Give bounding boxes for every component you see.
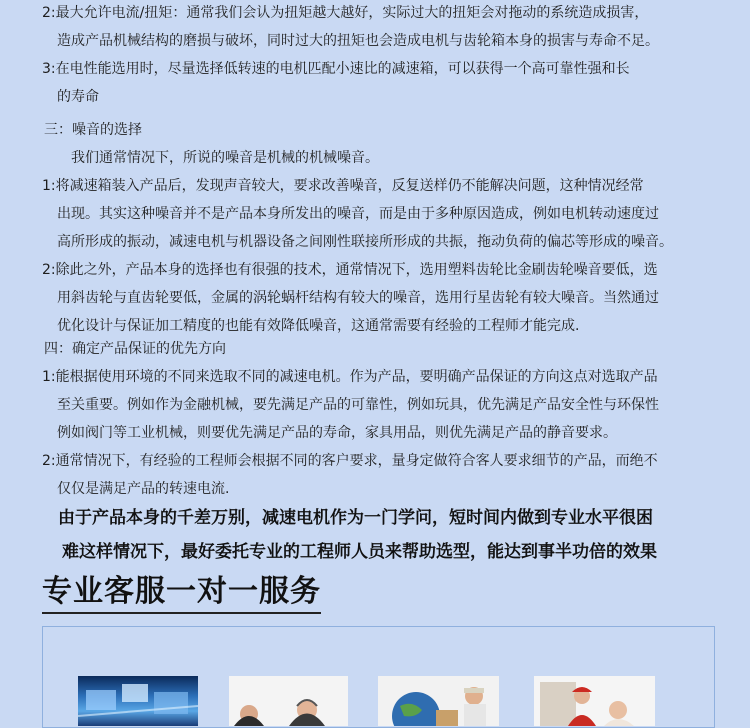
body-line-1: 2:最大允许电流/扭矩：通常我们会认为扭矩越大越好，实际过大的扭矩会对拖动的系统造成损害， xyxy=(42,5,649,21)
body-line-7: 1:将减速箱装入产品后，发现声音较大，要求改善噪音，反复送样仍不能解决问题，这种情况经常 xyxy=(42,178,644,194)
service-heading: 专业客服一对一服务 xyxy=(42,572,321,614)
service-image-headset-operator xyxy=(229,676,348,726)
body-line-8: 出现。其实这种噪音并不是产品本身所发出的噪音，而是由于多种原因造成，例如电机转动速度过 xyxy=(57,206,659,222)
body-line-15: 至关重要。例如作为金融机械，要先满足产品的可靠性，例如玩具，优先满足产品安全性与环保性 xyxy=(57,397,659,413)
service-image-globe-delivery xyxy=(378,676,499,726)
body-line-6: 我们通常情况下，所说的噪音是机械的机械噪音。 xyxy=(71,150,379,166)
body-line-4: 的寿命 xyxy=(57,89,99,105)
body-line-12: 优化设计与保证加工精度的也能有效降低噪音，这通常需要有经验的工程师才能完成. xyxy=(57,318,580,334)
body-line-10: 2:除此之外，产品本身的选择也有很强的技术，通常情况下，选用塑料齿轮比金刷齿轮噪音要低，选 xyxy=(42,262,658,278)
emphasis-line-2: 难这样情况下，最好委托专业的工程师人员来帮助选型，能达到事半功倍的效果 xyxy=(62,542,657,562)
body-line-16: 例如阀门等工业机械，则要优先满足产品的寿命，家具用品，则优先满足产品的静音要求。 xyxy=(57,425,617,441)
service-image-tech xyxy=(78,676,198,726)
section-heading-priority: 四：确定产品保证的优先方向 xyxy=(44,341,226,357)
emphasis-line-1: 由于产品本身的千差万别，减速电机作为一门学问，短时间内做到专业水平很困 xyxy=(58,508,653,528)
service-image-courier xyxy=(534,676,655,726)
body-line-3: 3:在电性能选用时，尽量选择低转速的电机匹配小速比的减速箱，可以获得一个高可靠性强和长 xyxy=(42,61,630,77)
body-line-18: 仅仅是满足产品的转速电流. xyxy=(57,481,230,497)
body-line-9: 高所形成的振动，减速电机与机器设备之间刚性联接所形成的共振，拖动负荷的偏芯等形成的噪音。 xyxy=(57,234,673,250)
body-line-14: 1:能根据使用环境的不同来选取不同的减速电机。作为产品，要明确产品保证的方向这点对选取产品 xyxy=(42,369,658,385)
section-heading-noise: 三：噪音的选择 xyxy=(44,122,142,138)
body-line-2: 造成产品机械结构的磨损与破坏，同时过大的扭矩也会造成电机与齿轮箱本身的损害与寿命不足。 xyxy=(57,33,659,49)
body-line-17: 2:通常情况下，有经验的工程师会根据不同的客户要求，量身定做符合客人要求细节的产品，而绝不 xyxy=(42,453,658,469)
body-line-11: 用斜齿轮与直齿轮要低，金属的涡轮蜗杆结构有较大的噪音，选用行星齿轮有较大噪音。当然通过 xyxy=(57,290,659,306)
